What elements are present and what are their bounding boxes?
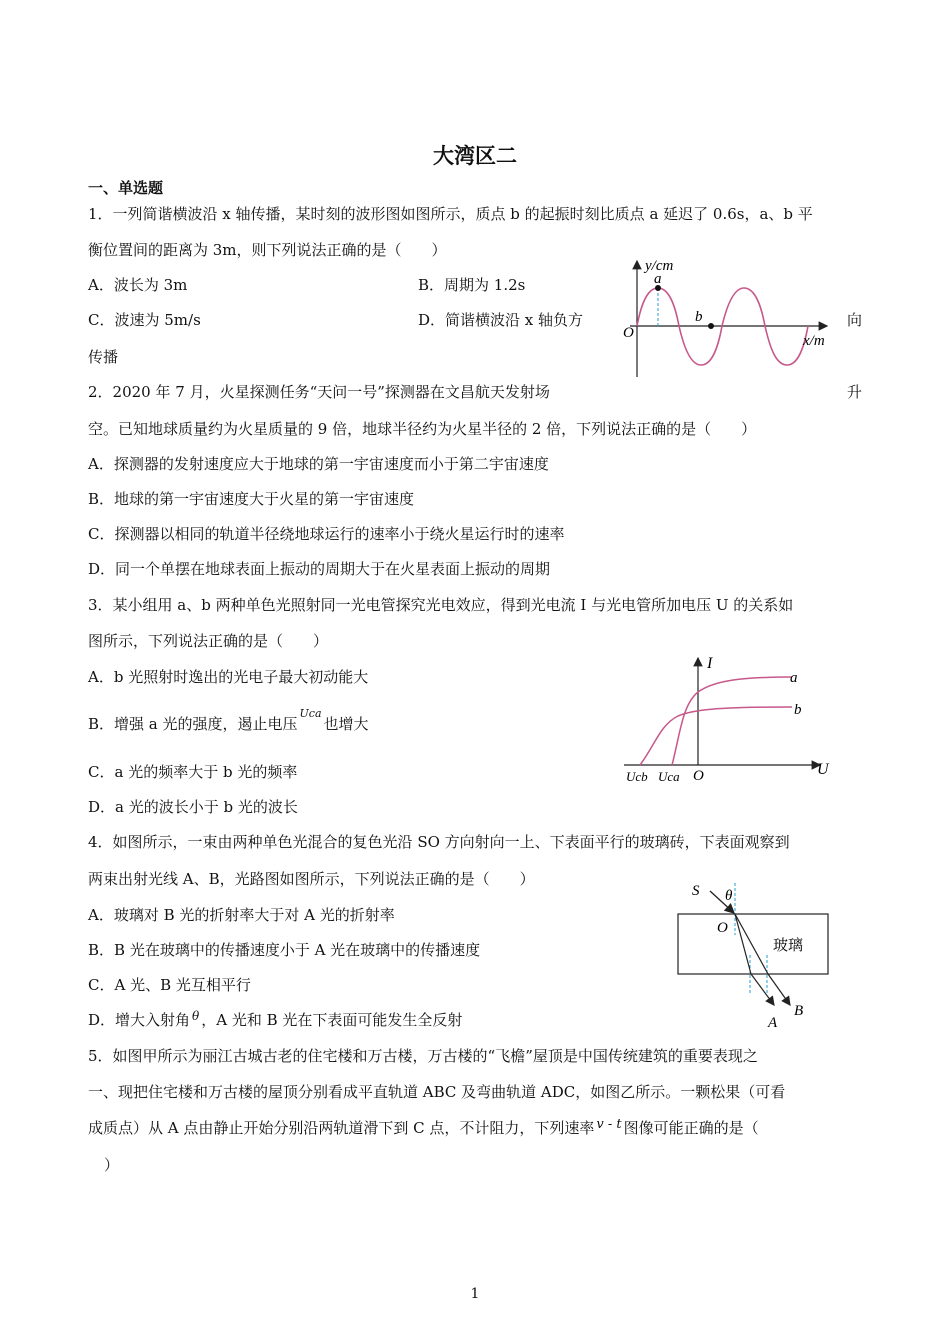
q3-u-label: U	[817, 761, 829, 778]
q1-origin-label: O	[623, 325, 634, 341]
q3-option-b-tail: 也增大	[323, 715, 369, 733]
q3-curve-b	[640, 707, 792, 765]
q1-point-b-dot	[708, 323, 714, 329]
q2-option-d: D．同一个单摆在地球表面上振动的周期大于在火星表面上振动的周期	[88, 560, 551, 578]
q3-b-label: b	[794, 702, 802, 718]
q1-option-c: C．波速为 5m/s	[88, 311, 201, 329]
q3-stem-line1: 3．某小组用 a、b 两种单色光照射同一光电管探究光电效应，得到光电流 I 与光电管所加电压 U 的关系如	[88, 596, 794, 614]
q3-i-label: I	[707, 655, 713, 672]
q2-stem-line1-tail: 升	[847, 383, 863, 401]
q1-stem-line2: 衡位置间的距离为 3m，则下列说法正确的是（ ）	[88, 241, 447, 259]
q4-s-label: S	[692, 883, 700, 899]
q3-option-d: D．a 光的波长小于 b 光的波长	[88, 798, 298, 816]
q5-stem-line4: ）	[104, 1156, 120, 1174]
q3-uca-label: Uca	[658, 769, 680, 784]
q4-exit-ray-a	[751, 974, 774, 1005]
q2-stem-line2: 空。已知地球质量约为火星质量的 9 倍，地球半径约为火星半径的 2 倍，下列说法正确的是（ ）	[88, 420, 757, 438]
q3-stem-line2: 图所示，下列说法正确的是（ ）	[88, 632, 329, 650]
q3-option-c: C．a 光的频率大于 b 光的频率	[88, 763, 298, 781]
q4-stem-line2: 两束出射光线 A、B，光路图如图所示，下列说法正确的是（ ）	[88, 870, 535, 888]
q4-theta-label: θ	[725, 888, 733, 904]
q3-a-label: a	[790, 670, 798, 686]
q4-option-d-text: D．增大入射角	[88, 1011, 191, 1029]
q1-option-d-tail: 向	[847, 311, 863, 329]
q3-option-b-symbol: Uca	[299, 707, 322, 720]
q4-refracted-a	[735, 914, 751, 974]
q1-option-d: D．简谐横波沿 x 轴负方	[418, 311, 584, 329]
q1-option-d-end: 传播	[88, 348, 119, 366]
q4-glass-block	[678, 914, 828, 974]
q1-y-label: y/cm	[645, 258, 674, 274]
q2-option-a: A．探测器的发射速度应大于地球的第一宇宙速度而小于第二宇宙速度	[88, 455, 549, 473]
q2-stem-line1: 2．2020 年 7 月，火星探测任务“天问一号”探测器在文昌航天发射场	[88, 383, 550, 401]
q2-option-b: B．地球的第一宇宙速度大于火星的第一宇宙速度	[88, 490, 415, 508]
q2-option-c: C．探测器以相同的轨道半径绕地球运行的速率小于绕火星运行时的速率	[88, 525, 565, 543]
q4-glass-figure	[670, 875, 840, 1030]
q5-vt-symbol: v - t	[596, 1117, 622, 1132]
q3-ucb-label: Ucb	[626, 769, 648, 784]
q1-wave-figure	[615, 255, 835, 380]
q4-o-label: O	[717, 920, 728, 936]
q4-option-b: B．B 光在玻璃中的传播速度小于 A 光在玻璃中的传播速度	[88, 941, 481, 959]
q3-photoelectric-figure	[620, 650, 850, 790]
q5-stem-line3-tail: 图像可能正确的是（	[623, 1119, 759, 1137]
q4-stem-line1: 4．如图所示，一束由两种单色光混合的复色光沿 SO 方向射向一上、下表面平行的玻璃砖，下表面观察到	[88, 833, 790, 851]
q4-option-d-theta: θ	[192, 1009, 200, 1023]
q1-option-b: B．周期为 1.2s	[418, 276, 526, 294]
q4-refracted-b	[735, 914, 768, 974]
q4-option-c: C．A 光、B 光互相平行	[88, 976, 251, 994]
q4-a-label: A	[768, 1015, 778, 1030]
q4-option-a: A．玻璃对 B 光的折射率大于对 A 光的折射率	[88, 906, 395, 924]
q5-stem-line2: 一、现把住宅楼和万古楼的屋顶分别看成平直轨道 ABC 及弯曲轨道 ADC，如图乙所示。一颗松果（可看	[88, 1083, 786, 1101]
q1-option-a: A．波长为 3m	[88, 276, 188, 294]
q3-option-b	[88, 707, 369, 736]
q5-stem-line1: 5．如图甲所示为丽江古城古老的住宅楼和万古楼，万古楼的“飞檐”屋顶是中国传统建筑的重要表现之	[88, 1047, 758, 1065]
q3-option-a: A．b 光照射时逸出的光电子最大初动能大	[88, 668, 369, 686]
q1-stem-line1: 1．一列简谐横波沿 x 轴传播，某时刻的波形图如图所示，质点 b 的起振时刻比质点 a 延迟了 0.6s，a、b 平	[88, 205, 813, 223]
page-title: 大湾区二	[433, 144, 517, 168]
q1-a-label: a	[654, 271, 662, 287]
q4-exit-ray-b	[768, 974, 790, 1005]
q1-x-label: x/m	[803, 333, 825, 349]
q4-b-label: B	[794, 1003, 804, 1019]
page-number: 1	[470, 1286, 480, 1302]
q3-curve-a	[672, 677, 792, 765]
q4-option-d	[88, 1010, 462, 1031]
q5-stem-line3	[88, 1118, 759, 1140]
q1-b-label: b	[695, 309, 703, 325]
q5-stem-line3-text: 成质点）从 A 点由静止开始分别沿两轨道滑下到 C 点，不计阻力，下列速率	[88, 1119, 595, 1137]
q4-glass-label: 玻璃	[773, 938, 804, 954]
q3-origin-label: O	[693, 768, 704, 784]
q3-option-b-text: B．增强 a 光的强度，遏止电压	[88, 715, 298, 733]
section-heading: 一、单选题	[88, 179, 164, 197]
q4-option-d-tail: ，A 光和 B 光在下表面可能发生全反射	[201, 1011, 463, 1029]
